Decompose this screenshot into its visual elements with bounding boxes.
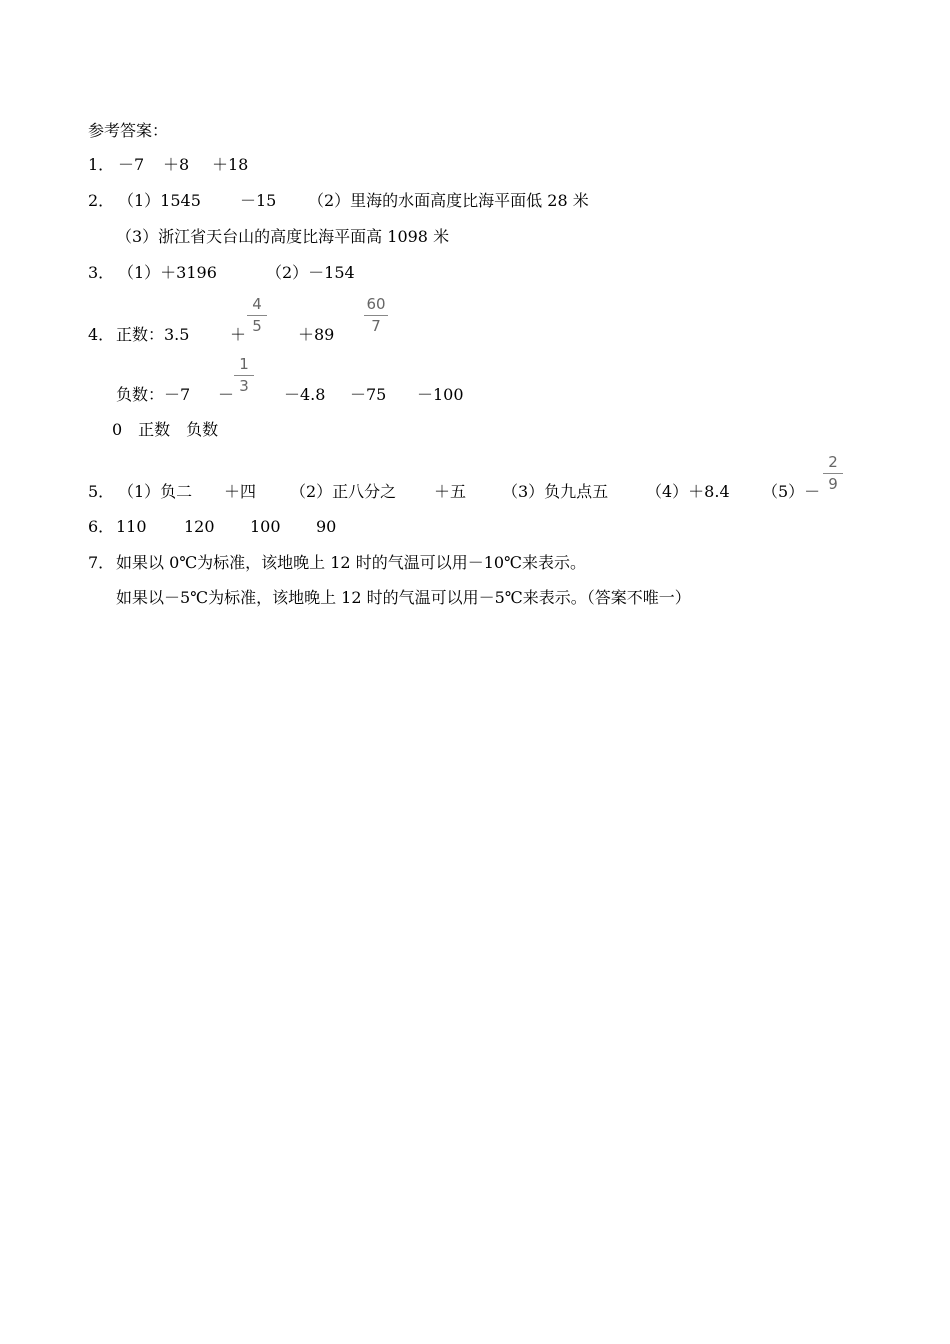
- q4-positive-sign: ＋: [230, 325, 247, 344]
- q6-answer-4: 90: [316, 517, 337, 536]
- q5-part-1b: ＋四: [224, 482, 257, 501]
- q7-line-2: 如果以－5℃为标准，该地晚上 12 时的气温可以用－5℃来表示。（答案不唯一）: [116, 588, 691, 607]
- q4-positive-fraction-2: [363, 296, 389, 335]
- q2-part-1: （1）1545: [118, 191, 201, 210]
- q6-answer-1: 110: [116, 517, 147, 536]
- q6-answer-3: 100: [250, 517, 281, 536]
- q5-part-2: （2）正八分之: [290, 482, 397, 501]
- q1-answer-1: －7: [118, 155, 145, 174]
- q4-positive-89: ＋89: [298, 325, 335, 344]
- q7-number: 7．: [88, 553, 115, 572]
- q5-part-3: （3）负九点五: [502, 482, 609, 501]
- q1-answer-2: ＋8: [163, 155, 190, 174]
- fraction-bar: [247, 315, 267, 316]
- fraction-numerator: 4: [252, 295, 262, 313]
- q4-positive-label: 正数：3.5: [116, 325, 190, 344]
- q1-number: 1．: [88, 155, 115, 174]
- q2-part-1b: －15: [240, 191, 277, 210]
- fraction-numerator: 1: [239, 355, 249, 373]
- page-heading: 参考答案：: [88, 121, 169, 140]
- q3-part-1: （1）＋3196: [118, 263, 217, 282]
- fraction-denominator: 5: [252, 317, 262, 335]
- q5-fraction: [822, 454, 844, 493]
- fraction-bar: [823, 473, 843, 474]
- q6-answer-2: 120: [184, 517, 215, 536]
- q7-line-1: 如果以 0℃为标准，该地晚上 12 时的气温可以用－10℃来表示。: [116, 553, 586, 572]
- q4-zero-line: 0 正数 负数: [112, 420, 219, 439]
- q4-negative-fraction: [233, 356, 255, 395]
- q5-part-1: （1）负二: [118, 482, 193, 501]
- q5-part-4: （4）＋8.4: [646, 482, 730, 501]
- fraction-denominator: 9: [828, 475, 838, 493]
- q4-number: 4．: [88, 325, 115, 344]
- q5-part-2b: ＋五: [434, 482, 467, 501]
- q4-negative-sign: －: [218, 385, 235, 404]
- q2-number: 2．: [88, 191, 115, 210]
- q4-positive-fraction: [246, 296, 268, 335]
- fraction-denominator: 7: [371, 317, 381, 335]
- q4-negative-label: 负数：－7: [116, 385, 191, 404]
- fraction-bar: [234, 375, 254, 376]
- q3-number: 3．: [88, 263, 115, 282]
- fraction-numerator: 60: [366, 295, 386, 313]
- fraction-numerator: 2: [828, 453, 838, 471]
- fraction-denominator: 3: [239, 377, 249, 395]
- q4-negative-100: －100: [417, 385, 464, 404]
- q3-part-2: （2）－154: [266, 263, 355, 282]
- fraction-bar: [364, 315, 388, 316]
- q4-negative-75: －75: [350, 385, 387, 404]
- q2-part-3: （3）浙江省天台山的高度比海平面高 1098 米: [116, 227, 450, 246]
- q5-part-5: （5）－: [762, 482, 821, 501]
- q1-answer-3: ＋18: [212, 155, 249, 174]
- q2-part-2: （2）里海的水面高度比海平面低 28 米: [308, 191, 589, 210]
- q5-number: 5．: [88, 482, 115, 501]
- q6-number: 6．: [88, 517, 115, 536]
- q4-negative-4-8: －4.8: [284, 385, 326, 404]
